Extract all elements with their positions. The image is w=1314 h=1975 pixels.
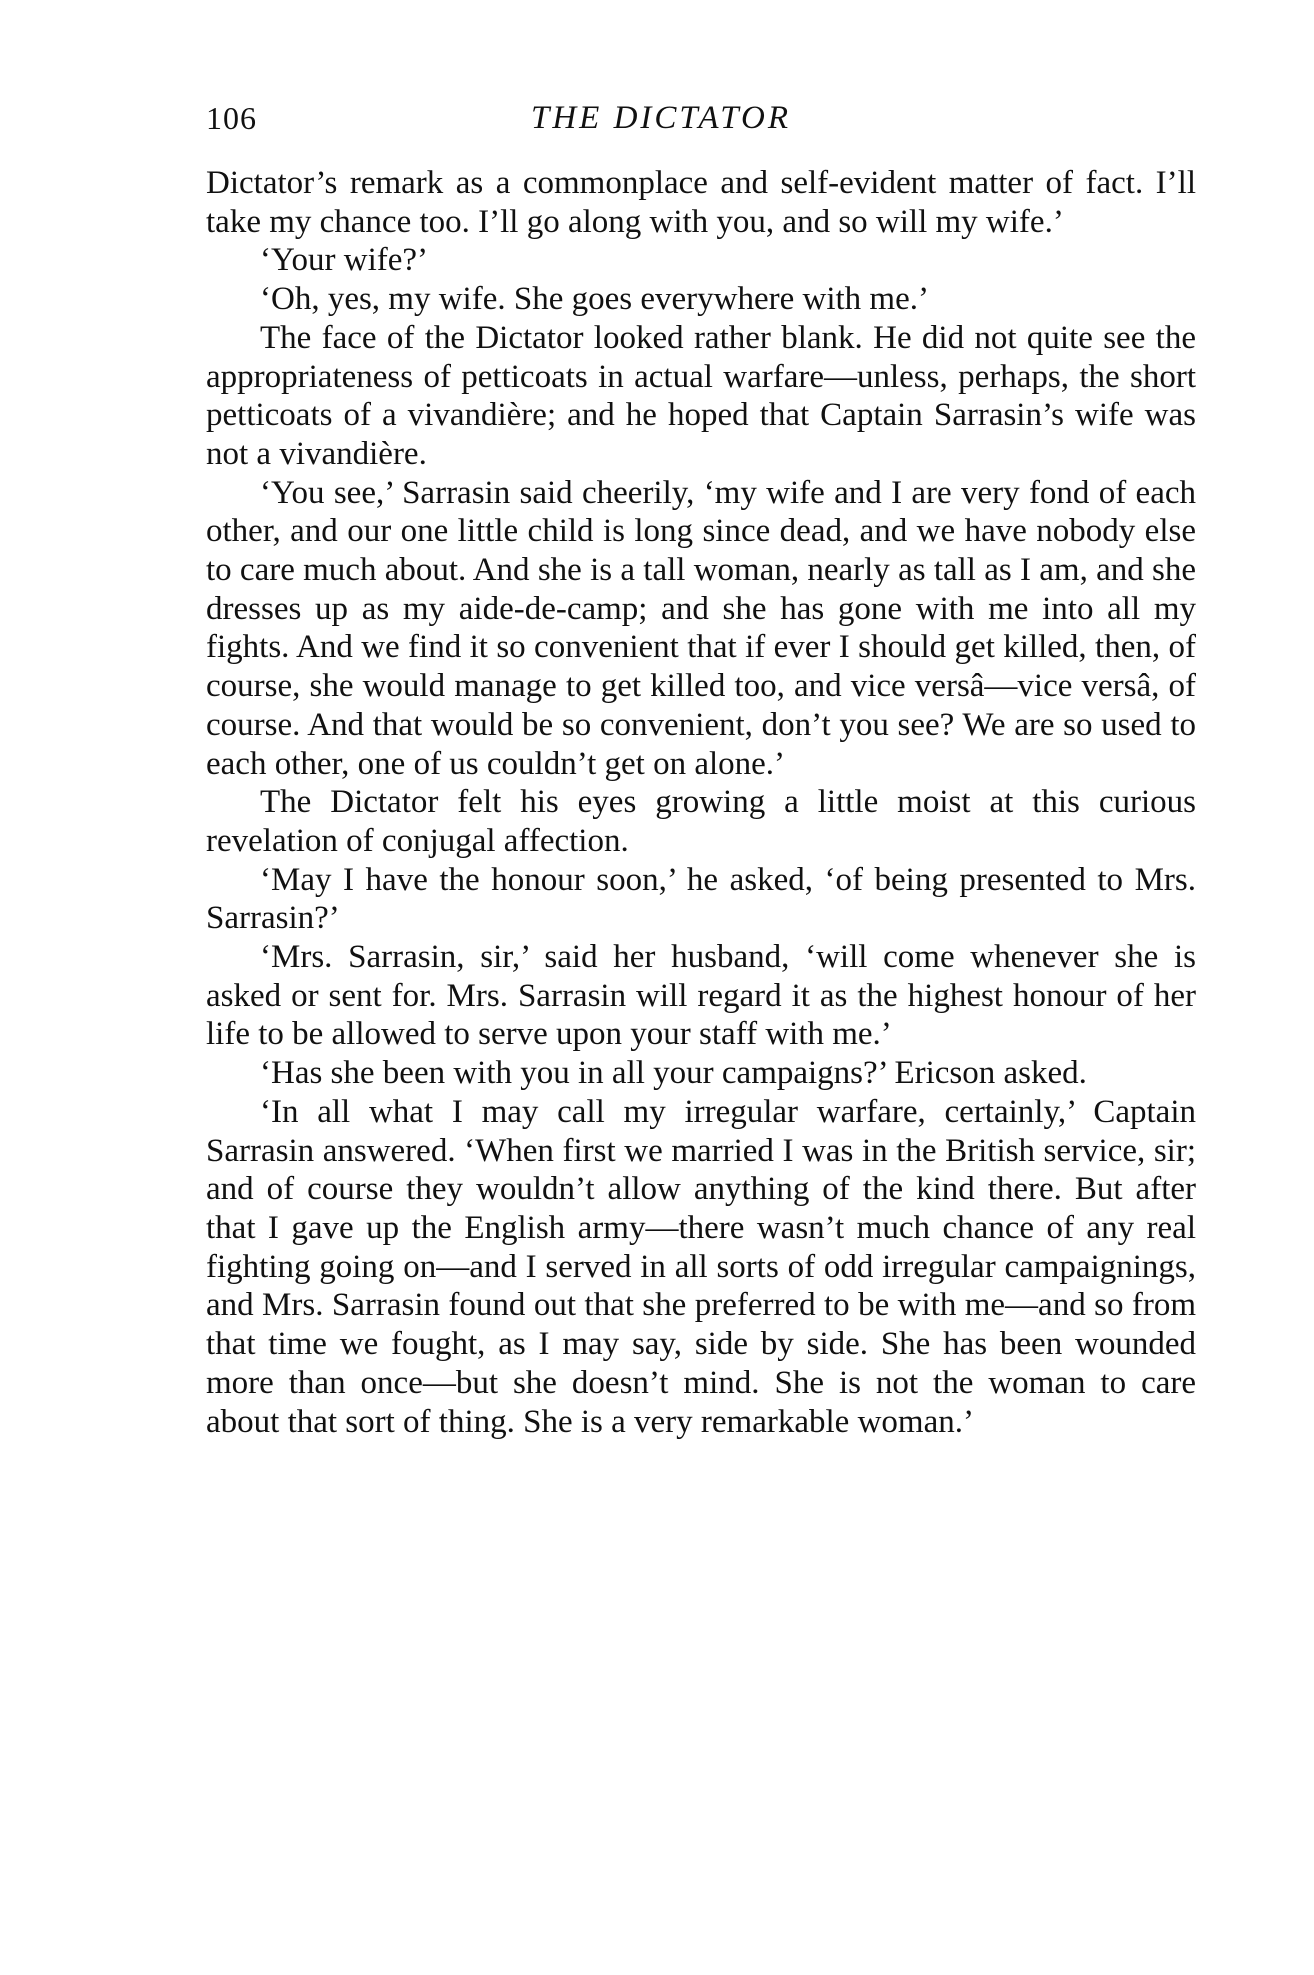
paragraph: Dictator’s remark as a commonplace and self-evident matter of fact. I’ll take my chance too. I’ll go along with you, and so will my wife.’ bbox=[206, 165, 1196, 240]
paragraph: ‘In all what I may call my irregular warfare, certainly,’ Captain Sarrasin answered. ‘When first we married I was in the British service, sir; and of course they wouldn’t allow anything of the kind there. But after that I gave up the English army—there wasn’t much chance of any real fighting going on—and I served in all sorts of odd irregular campaignings, and Mrs. Sarrasin found out that she preferred to be with me—and so from that time we fought, as I may say, side by side. She has been wounded more than once—but she doesn’t mind. She is not the woman to care about that sort of thing. She is a very remarkable woman.’ bbox=[206, 1093, 1196, 1440]
paragraph: The Dictator felt his eyes growing a little moist at this curious revelation of conjugal affection. bbox=[206, 784, 1196, 859]
body-text bbox=[206, 164, 1196, 1441]
page-header bbox=[206, 100, 1196, 160]
page-number: 106 bbox=[206, 100, 257, 136]
paragraph: ‘You see,’ Sarrasin said cheerily, ‘my wife and I are very fond of each other, and our one little child is long since dead, and we have nobody else to care much about. And she is a tall woman, nearly as tall as I am, and she dresses up as my aide-de-camp; and she has gone with me into all my fights. And we find it so convenient that if ever I should get killed, then, of course, she would manage to get killed too, and vice versâ—vice versâ, of course. And that would be so convenient, don’t you see? We are so used to each other, one of us couldn’t get on alone.’ bbox=[206, 474, 1196, 782]
paragraph: The face of the Dictator looked rather blank. He did not quite see the appropriateness of petticoats in actual warfare—unless, perhaps, the short petticoats of a vivandière; and he hoped that Captain Sarrasin’s wife was not a vivandière. bbox=[206, 319, 1196, 472]
paragraph: ‘May I have the honour soon,’ he asked, ‘of being presented to Mrs. Sarrasin?’ bbox=[206, 861, 1196, 937]
paragraph: ‘Mrs. Sarrasin, sir,’ said her husband, ‘will come whenever she is asked or sent for. Mrs. Sarrasin will regard it as the highest honour of her life to be allowed to serve upon your staff with me.’ bbox=[206, 939, 1196, 1053]
book-page bbox=[206, 100, 1196, 1441]
running-title: THE DICTATOR bbox=[531, 100, 792, 136]
paragraph: ‘Oh, yes, my wife. She goes everywhere with me.’ bbox=[260, 281, 929, 318]
paragraph: ‘Your wife?’ bbox=[260, 242, 429, 279]
paragraph: ‘Has she been with you in all your campaigns?’ Ericson asked. bbox=[260, 1055, 1087, 1092]
